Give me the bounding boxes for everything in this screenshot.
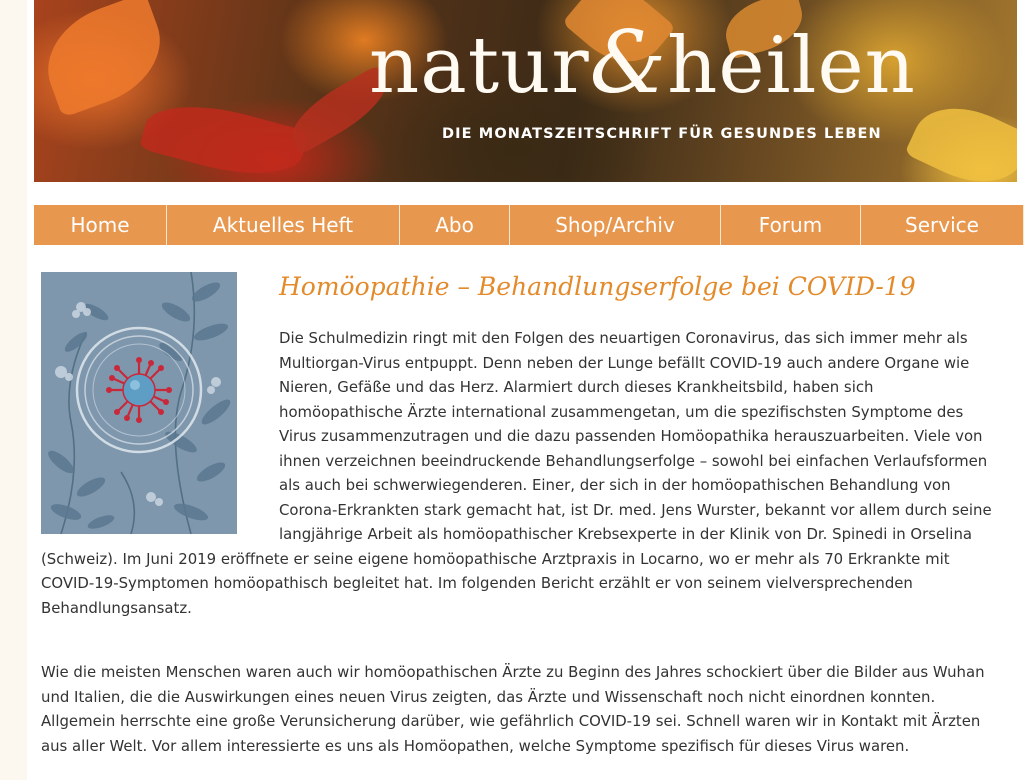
- nav-item-label: Forum: [758, 213, 823, 237]
- nav-item-service[interactable]: [861, 205, 1024, 245]
- nav-item-label: Home: [70, 213, 130, 237]
- leaf-decoration: [139, 90, 309, 182]
- nav-item-abo[interactable]: [400, 205, 510, 245]
- logo-word-natur: natur: [369, 21, 590, 111]
- nav-item-label: Aktuelles Heft: [212, 213, 354, 237]
- article-title: Homöopathie – Behandlungserfolge bei COVID-19: [279, 272, 916, 301]
- page: [27, 0, 1024, 780]
- leaf-decoration: [34, 0, 176, 118]
- leaf-decoration: [904, 90, 1017, 182]
- site-tagline: DIE MONATSZEITSCHRIFT FÜR GESUNDES LEBEN: [442, 126, 882, 142]
- image-spacer: [41, 326, 279, 546]
- logo-word-heilen: heilen: [667, 21, 916, 111]
- nav-item-shop-archiv[interactable]: [510, 205, 721, 245]
- logo-ampersand: &: [589, 13, 668, 113]
- header-banner[interactable]: [34, 0, 1017, 182]
- site-logo[interactable]: [369, 13, 916, 113]
- nav-item-label: Abo: [435, 213, 474, 237]
- nav-item-home[interactable]: [34, 205, 167, 245]
- nav-item-label: Service: [905, 213, 979, 237]
- article-intro: [41, 326, 1001, 620]
- article-paragraph-1: Die Schulmedizin ringt mit den Folgen des neuartigen Coronavirus, das sich immer mehr als Multiorgan-Virus entpuppt. Denn neben der Lunge befällt COVID-19 auch andere Organe wie Nieren, Gefäße und das Herz. Alarmiert durch dieses Krankheitsbild, haben sich homöopathische Ärzte international zusammengetan, um die spezifischsten Symptome des Virus zusammenzutragen und die dazu passenden Homöopathika herauszuarbeiten. Viele von ihnen verzeichnen beeindruckende Behandlungserfolge – sowohl bei einfachen Verlaufsformen als auch bei schwerwiegenderen. Einer, der sich in der homöopathischen Behandlung von Corona-Erkrankten stark gemacht hat, ist Dr. med. Jens Wurster, bekannt vor allem durch seine langjährige Arbeit als homöopathischer Krebsexperte in der Klinik von Dr. Spinedi in Orselina (Schweiz). Im Juni 2019 eröffnete er seine eigene homöopathische Arztpraxis in Locarno, wo er mehr als 70 Erkrankte mit COVID-19-Symptomen homöopathisch begleitet hat. Im folgenden Bericht erzählt er von seinem vielversprechenden Behandlungsansatz.: [41, 329, 992, 617]
- main-nav: [34, 205, 1024, 245]
- nav-item-label: Shop/Archiv: [555, 213, 675, 237]
- article-paragraph-2: Wie die meisten Menschen waren auch wir homöopathischen Ärzte zu Beginn des Jahres schockiert über die Bilder aus Wuhan und Italien, die die Auswirkungen eines neuen Virus zeigten, das Ärzte und Wissenschaft noch nicht einordnen konnten. Allgemein herrschte eine große Verunsicherung darüber, wie gefährlich COVID-19 sei. Schnell waren wir in Kontakt mit Ärzten aus aller Welt. Vor allem interessierte es uns als Homöopathen, welche Symptome spezifisch für dieses Virus waren.: [41, 663, 985, 755]
- nav-item-aktuelles-heft[interactable]: [167, 205, 400, 245]
- nav-item-forum[interactable]: [721, 205, 861, 245]
